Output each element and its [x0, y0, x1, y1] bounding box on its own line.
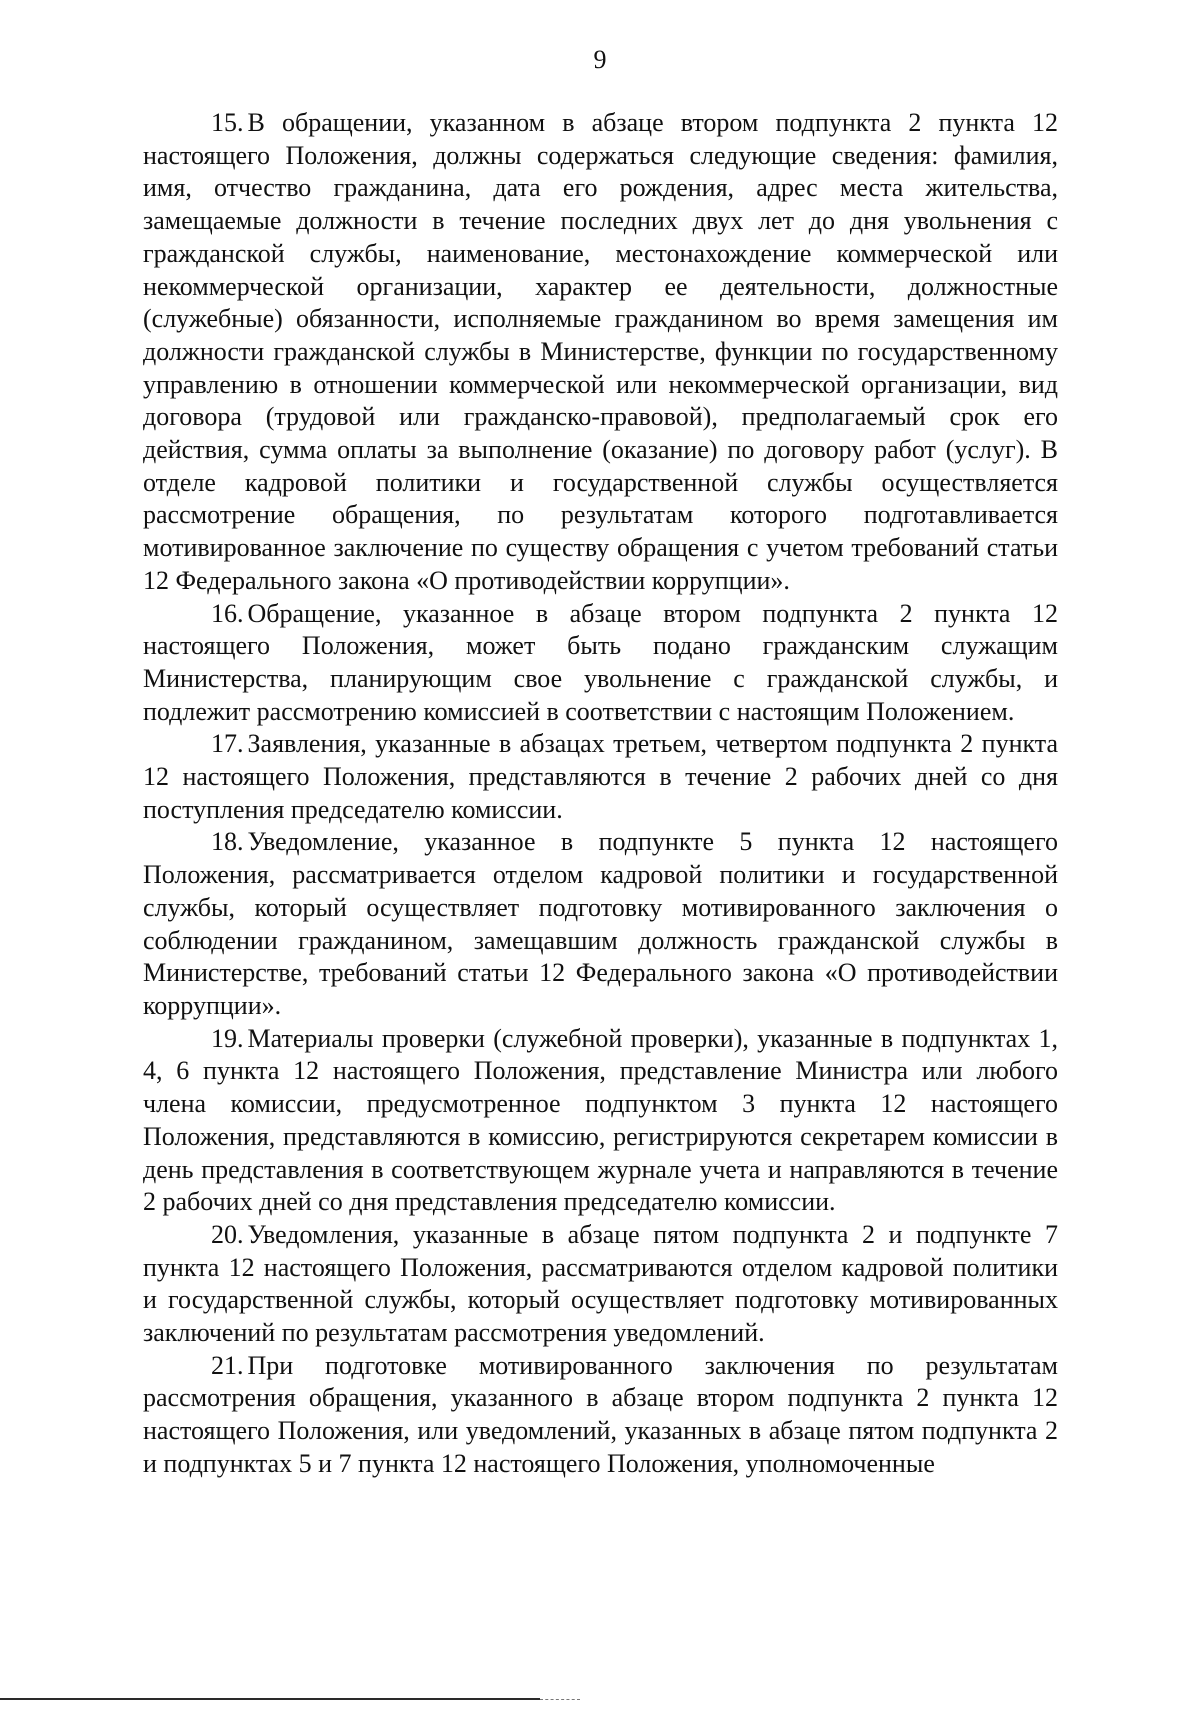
paragraph-19 — [143, 1023, 1058, 1219]
paragraph-number: 20. — [211, 1219, 244, 1249]
paragraph-number: 16. — [211, 598, 244, 628]
paragraph-number: 15. — [211, 108, 244, 137]
paragraph-text: Материалы проверки (служебной проверки), указанные в подпунктах 1, 4, 6 пункта 12 настоящего Положения, представление Министра или любого члена комиссии, предусмотренное подпунктом 3 пункта 12 настоящего Положения, представляются в комиссию, регистрируются секретарем комиссии в день представления в соответствующем журнале учета и направляются в течение 2 рабочих дней со дня представления председателю комиссии. — [143, 1023, 1058, 1217]
scan-edge-line — [0, 1698, 540, 1700]
paragraph-20 — [143, 1219, 1058, 1350]
paragraph-text: Уведомления, указанные в абзаце пятом подпункта 2 и подпункте 7 пункта 12 настоящего Положения, рассматриваются отделом кадровой политики и государственной службы, который осуществляет подготовку мотивированных заключений по результатам рассмотрения уведомлений. — [143, 1219, 1058, 1348]
paragraph-18 — [143, 826, 1058, 1022]
paragraph-15 — [143, 107, 1058, 598]
paragraph-17 — [143, 728, 1058, 826]
paragraph-text: Обращение, указанное в абзаце втором подпункта 2 пункта 12 настоящего Положения, может быть подано гражданским служащим Министерства, планирующим свое увольнение с гражданской службы, и подлежит рассмотрению комиссией в соответствии с настоящим Положением. — [143, 598, 1058, 726]
paragraph-16 — [143, 598, 1058, 729]
paragraph-number: 21. — [211, 1350, 244, 1380]
scan-edge-line-faint — [540, 1699, 580, 1700]
paragraph-text: Уведомление, указанное в подпункте 5 пункта 12 настоящего Положения, рассматривается отделом кадровой политики и государственной службы, который осуществляет подготовку мотивированного заключения о соблюдении гражданином, замещавшим должность гражданской службы в Министерстве, требований статьи 12 Федерального закона «О противодействии коррупции». — [143, 827, 1058, 1020]
paragraph-number: 17. — [211, 729, 244, 759]
paragraph-text: При подготовке мотивированного заключения по результатам рассмотрения обращения, указанного в абзаце втором подпункта 2 пункта 12 настоящего Положения, или уведомлений, указанных в абзаце пятом подпункта 2 и подпунктах 5 и 7 пункта 12 настоящего Положения, уполномоченные — [143, 1350, 1058, 1478]
paragraph-21 — [143, 1350, 1058, 1481]
paragraph-number: 19. — [211, 1023, 244, 1053]
document-body — [143, 107, 1058, 1481]
paragraph-number: 18. — [211, 827, 244, 857]
paragraph-text: Заявления, указанные в абзацах третьем, четвертом подпункта 2 пункта 12 настоящего Положения, представляются в течение 2 рабочих дней со дня поступления председателю комиссии. — [143, 729, 1058, 824]
page-number: 9 — [593, 45, 607, 74]
paragraph-text: В обращении, указанном в абзаце втором подпункта 2 пункта 12 настоящего Положения, должны содержаться следующие сведения: фамилия, имя, отчество гражданина, дата его рождения, адрес места жительства, замещаемые должности в течение последних двух лет до дня увольнения с гражданской службы, наименование, местонахождение коммерческой или некоммерческой организации, характер ее деятельности, должностные (служебные) обязанности, исполняемые гражданином во время замещения им должности гражданской службы в Министерстве, функции по государственному управлению в отношении коммерческой или некоммерческой организации, вид договора (трудовой или гражданско-правовой), предполагаемый срок его действия, сумма оплаты за выполнение (оказание) по договору работ (услуг). В отделе кадровой политики и государственной службы осуществляется рассмотрение обращения, по результатам которого подготавливается мотивированное заключение по существу обращения с учетом требований статьи 12 Федерального закона «О противодействии коррупции». — [143, 108, 1058, 595]
